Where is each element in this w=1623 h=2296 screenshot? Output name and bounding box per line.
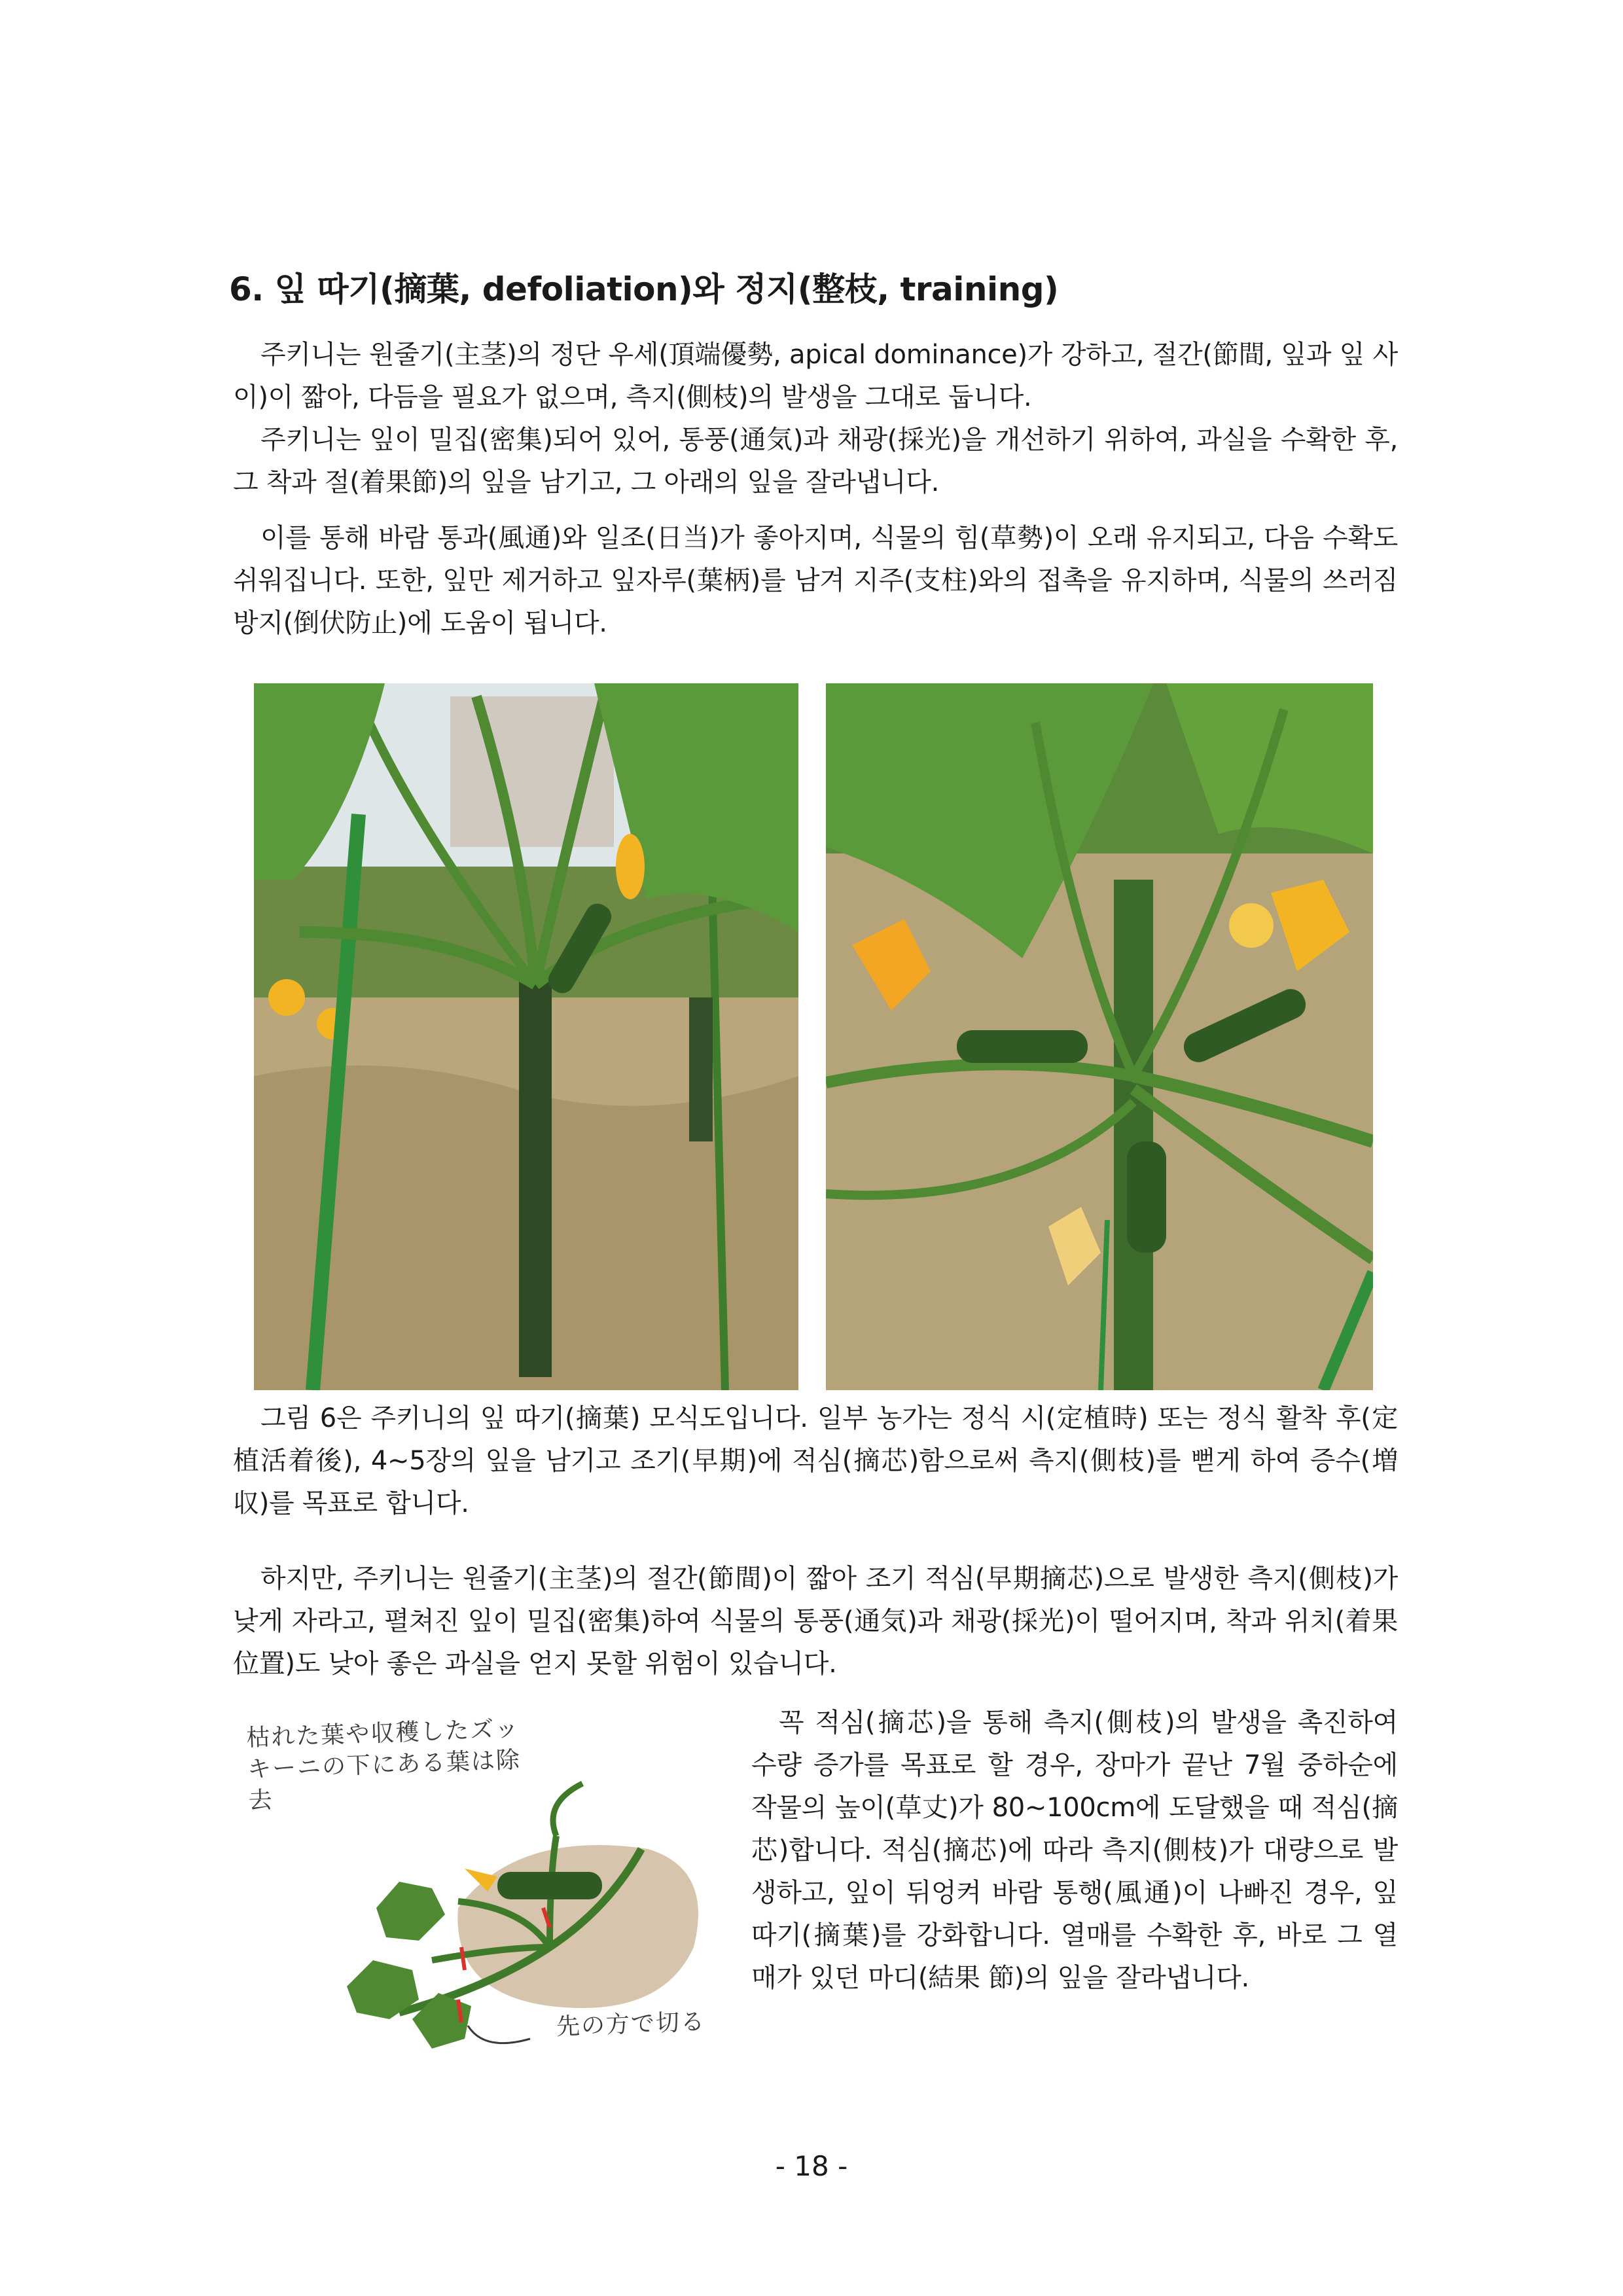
paragraph-pinching-defoliation: 꼭 적심(摘芯)을 통해 측지(側枝)의 발생을 촉진하여 수량 증가를 목표로 할 경우, 장마가 끝난 7월 중하순에 작물의 높이(草丈)가 80~100cm에 도달했을 때 적심(摘芯)합니다. 적심(摘芯)에 따라 측지(側枝)가 대량으로 발생하고, 잎이 뒤엉켜 바람 통행(風通)이 나빠진 경우, 잎 따기(摘葉)를 강화합니다. 열매를 수확한 후, 바로 그 열매가 있던 마디(結果 節)의 잎을 잘라냅니다. xyxy=(751,1708,1398,1993)
illustration-note-cut-at-tip: 先の方で切る xyxy=(556,2008,706,2041)
zucchini-photo-dense-foliage xyxy=(826,683,1373,1390)
zucchini-photo-after-defoliation xyxy=(254,683,798,1390)
illustration-note-remove-leaves: 枯れた葉や収穫したズッキーニの下にある葉は除去 xyxy=(245,1715,522,1815)
paragraph-benefits: 이를 통해 바람 통과(風通)와 일조(日当)가 좋아지며, 식물의 힘(草勢)이 오래 유지되고, 다음 수확도 쉬워집니다. 또한, 잎만 제거하고 잎자루(葉柄)를 남겨 지주(支柱)와의 접촉을 유지하며, 식물의 쓰러짐 방지(倒伏防止)에 도움이 됩니다. xyxy=(233,523,1398,638)
paragraph-apical-dominance: 주키니는 원줄기(主茎)의 정단 우세(頂端優勢, apical dominance)가 강하고, 절간(節間, 잎과 잎 사이)이 짧아, 다듬을 필요가 없으며, 측지(側枝)의 발생을 그대로 둡니다. xyxy=(233,340,1398,412)
paragraph-early-pinching-risk: 하지만, 주키니는 원줄기(主茎)의 절간(節間)이 짧아 조기 적심(早期摘芯)으로 발생한 측지(側枝)가 낮게 자라고, 펼쳐진 잎이 밀집(密集)하여 식물의 통풍(通気)과 채광(採光)이 떨어지며, 착과 위치(着果位置)도 낮아 좋은 과실을 얻지 못할 위험이 있습니다. xyxy=(233,1564,1398,1679)
section-heading: 6. 잎 따기(摘葉, defoliation)와 정지(整枝, training) xyxy=(229,270,1059,308)
paragraph-figure-6: 그림 6은 주키니의 잎 따기(摘葉) 모식도입니다. 일부 농가는 정식 시(定植時) 또는 정식 활착 후(定植活着後), 4~5장의 잎을 남기고 조기(早期)에 적심(摘芯)함으로써 측지(側枝)를 뻗게 하여 증수(増収)를 목표로 합니다. xyxy=(233,1403,1398,1518)
page-number: - 18 - xyxy=(775,2150,848,2182)
paragraph-leaf-density: 주키니는 잎이 밀집(密集)되어 있어, 통풍(通気)과 채광(採光)을 개선하기 위하여, 과실을 수확한 후, 그 착과 절(着果節)의 잎을 남기고, 그 아래의 잎을 잘라냅니다. xyxy=(233,425,1398,497)
